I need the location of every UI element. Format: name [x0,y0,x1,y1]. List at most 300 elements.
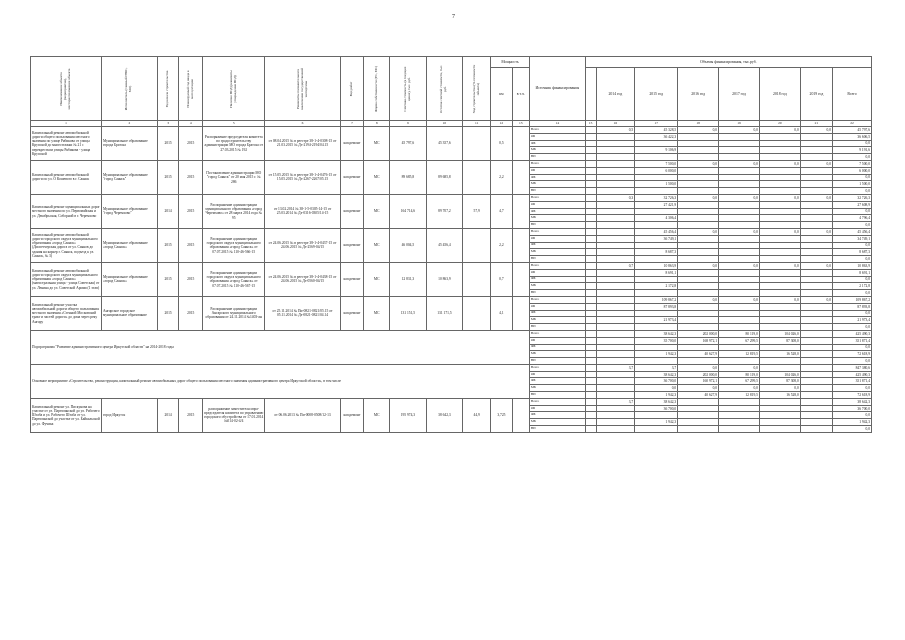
financing-value: 0,0 [833,188,872,195]
blank-cell [585,215,596,222]
source-label: ВИ [529,358,585,365]
financing-value: 0,0 [800,127,832,134]
capacity: 3,725 [491,398,513,432]
financing-value [596,174,635,181]
financing-value [596,181,635,188]
financing-value [759,167,800,174]
financing-value: 0,0 [833,256,872,263]
executor: Муниципальное образование «город Саянск» [101,228,157,262]
financing-value: 2 172,8 [833,283,872,290]
cost: 46 004,5 [390,228,427,262]
financing-value [678,174,719,181]
financing-value [596,296,635,303]
end-year: 2015 [179,296,203,330]
financing-value [678,235,719,242]
subprogram-value: 40 627,9 [678,351,719,358]
financing-value [719,208,760,215]
financing-value: 87 893,8 [635,303,678,310]
progress: 44,9 [463,398,491,432]
cost: 164 714,6 [390,194,427,228]
cost: 195 974,3 [390,398,427,432]
source-label: ФБ [529,276,585,283]
financing-value: 0,0 [833,208,872,215]
financing-value [800,167,832,174]
main-event-value [596,378,635,385]
subprogram-value: 35 700,0 [635,337,678,344]
financing-value [635,222,678,229]
cost: 131 151,5 [390,296,427,330]
main-event-value: 0,0 [719,364,760,371]
financing-value [678,167,719,174]
financing-value: 45 328,5 [635,127,678,134]
header-year-2018: 2018 год [759,68,800,121]
financing-value [719,181,760,188]
main-event-value: 160 972,1 [678,378,719,385]
object-row [31,194,872,201]
source-label: ОБ [529,167,585,174]
financing-value [596,317,635,324]
financing-value: 0,0 [678,228,719,235]
financing-value [759,419,800,426]
blank-cell [585,256,596,263]
header-year-2015: 2015 год [635,68,678,121]
main-event-value: 0,0 [719,385,760,392]
financing-value: 0,0 [719,194,760,201]
financing-value [678,405,719,412]
object-name: Капитальный ремонт автомобильной дороги городского округа муниципального образования «город Саянск» (магистральная улица - улица Советская) от ул. Ленина до ул. Советской Армии (1 этап) [31,262,102,296]
financing-value: 36 700,0 [635,405,678,412]
main-event-value: 0,0 [635,385,678,392]
end-year: 2015 [179,398,203,432]
psd: Распоряжение администрации муниципального образования «город Черемхово» от 28 марта 2014 года № 95 [203,194,265,228]
financing-value [759,317,800,324]
financing-value: 4 796,4 [833,215,872,222]
blank-cell [585,249,596,256]
source-label: ФБ [529,208,585,215]
financing-value [800,154,832,161]
main-event-value: 80 119,0 [719,371,760,378]
psd: Распоряжение председателя комитета по градостроительству администрации МО города Братска от 27.03.2015 № 192 [203,127,265,161]
financing-value: 36 700,0 [833,405,872,412]
ownership: МС [364,398,390,432]
financing-value [759,303,800,310]
subprogram-value [800,358,832,365]
financing-value [635,242,678,249]
source-label: ВИ [529,290,585,297]
financing-value [596,188,635,195]
column-number: 17 [635,121,678,127]
column-number: 4 [179,121,203,127]
financing-value [800,317,832,324]
financing-value: 0,0 [759,194,800,201]
financing-value [596,426,635,433]
financing-value: 36 422,3 [635,133,678,140]
remaining-cost: 45 357,6 [426,127,463,161]
financing-value [719,215,760,222]
financing-value [759,188,800,195]
financing-value [719,310,760,317]
financing-value [635,324,678,331]
main-event-value: 3,7 [596,364,635,371]
subprogram-value: 104 026,0 [759,330,800,337]
column-number: 6 [265,121,340,127]
financing-value: 0,0 [833,140,872,147]
blank-cell [585,167,596,174]
financing-value [596,419,635,426]
header-capacity-unit: км [491,68,513,121]
column-number: 22 [833,121,872,127]
financing-value [759,154,800,161]
financing-value: 34 749,1 [833,235,872,242]
financing-value: 0,0 [833,222,872,229]
financing-value [678,208,719,215]
capacity-incl [512,296,529,330]
financing-value: 6 000,0 [635,167,678,174]
financing-value [635,208,678,215]
start-year: 2015 [157,262,179,296]
header-source: Источник финансирования [529,57,585,121]
financing-value: 8 691,1 [833,269,872,276]
ownership: МС [364,296,390,330]
capacity-incl [512,127,529,161]
progress [463,160,491,194]
financing-value: 8 691,1 [635,269,678,276]
remaining-cost: 89 707,2 [426,194,463,228]
financing-value [678,276,719,283]
main-event-value: 202 000,0 [678,371,719,378]
blank-cell [585,344,596,351]
blank-cell [585,351,596,358]
blank-cell [585,242,596,249]
financing-value [635,140,678,147]
remaining-cost: 45 456,4 [426,228,463,262]
executor: Ангарское городское муниципальное образование [101,296,157,330]
psd: Распоряжение администрации городского округа муниципального образования «город Саянск» от 07.07.2015 № 110-46-567-15 [203,262,265,296]
financing-value [800,412,832,419]
financing-value: 0,3 [596,194,635,201]
financing-value: 32 726,3 [635,194,678,201]
column-number: 2 [101,121,157,127]
blank-cell [585,208,596,215]
subprogram-value: 87 308,0 [759,337,800,344]
column-number: 8 [364,121,390,127]
financing-value [678,181,719,188]
executor: Муниципальное образование "город Саянск" [101,160,157,194]
work-type: кап.ремонт [340,296,364,330]
ownership: МС [364,127,390,161]
financing-value: 1 500,0 [635,181,678,188]
financing-value [596,290,635,297]
financing-value [800,235,832,242]
financing-value [759,147,800,154]
financing-value [678,215,719,222]
financing-value: 0,0 [800,228,832,235]
financing-value [759,256,800,263]
source-label: МБ [529,419,585,426]
work-type: кап.ремонт [340,262,364,296]
financing-value: 6 000,0 [833,167,872,174]
header-incl: в т.ч. [512,68,529,121]
capacity: 2,2 [491,228,513,262]
header-remaining-cost: Остаток сметной стоимости, тыс. руб. [426,57,463,121]
financing-value [719,242,760,249]
subprogram-value [596,344,635,351]
blank-cell [585,188,596,195]
work-type: кап.ремонт [340,127,364,161]
header-object-name: Наименование объекта (мероприятия), месторасположение объекта [31,57,102,121]
blank-cell [585,310,596,317]
source-label: Всего [529,330,585,337]
psd: распоряжение заместителя мэра-председателя комитета по управлению городского обустройства от 17.01.2014 №014-02-4/4 [203,398,265,432]
financing-value [678,242,719,249]
expertise: от 24.06.2015 № в реестре 38-1-4-0438-15 от 24.06.2015 № Дз-0560-04/15 [265,262,340,296]
financing-value [800,269,832,276]
financing-value: 27 608,9 [833,201,872,208]
main-event-value: 104 026,0 [759,371,800,378]
blank-cell [585,140,596,147]
financing-value: 4 306,4 [635,215,678,222]
financing-value [759,412,800,419]
work-type: кап.ремонт [340,228,364,262]
financing-value [678,269,719,276]
object-row [31,296,872,303]
financing-value [678,147,719,154]
expertise: от 15.05.2015 № в реестре 38-1-4-0476-15 от 15.05.2015 № Дз-2267-2267/05.15 [265,160,340,194]
header-executor: Исполнитель (главный ГРБС, МО) [101,57,157,121]
financing-value [596,405,635,412]
object-row [31,262,872,269]
source-label: ВИ [529,426,585,433]
financing-value [678,317,719,324]
main-event-value: 0,0 [678,364,719,371]
blank-cell [585,222,596,229]
financing-value: 0,0 [719,296,760,303]
financing-value [678,256,719,263]
end-year: 2015 [179,127,203,161]
financing-value [596,201,635,208]
financing-value [678,303,719,310]
financing-value [800,303,832,310]
table-body [31,127,872,433]
blank-cell [585,398,596,405]
financing-value: 0,0 [800,262,832,269]
source-label: ОБ [529,201,585,208]
subprogram-value [596,351,635,358]
financing-value: 0,0 [719,228,760,235]
blank-cell [585,330,596,337]
financing-value: 1 942,3 [635,419,678,426]
financing-value [678,133,719,140]
page-number: 7 [452,14,455,20]
executor: город Иркутск [101,398,157,432]
financing-value: 3,7 [596,398,635,405]
financing-value: 21 973,4 [833,317,872,324]
financing-value [800,405,832,412]
financing-value: 0,0 [759,228,800,235]
last-object-row [31,398,872,405]
remaining-cost: 131 171,5 [426,296,463,330]
source-label: ФБ [529,310,585,317]
blank-cell [585,276,596,283]
financing-value [719,317,760,324]
financing-value: 10 863,9 [635,262,678,269]
column-number: 13 [512,121,529,127]
subprogram-value [800,351,832,358]
source-label: ВИ [529,256,585,263]
start-year: 2015 [157,228,179,262]
header-work-type: Вид работ [340,57,364,121]
financing-value [719,290,760,297]
subprogram-value [800,344,832,351]
financing-value [596,310,635,317]
source-label: ОБ [529,371,585,378]
blank-cell [585,364,596,371]
financing-table [30,56,872,433]
source-label: Всего [529,194,585,201]
column-number: 1 [31,121,102,127]
subprogram-value: 80 119,0 [719,330,760,337]
financing-value: 8 687,3 [635,249,678,256]
object-name: Капитальный ремонт автомобильной дороги общего пользования местного значения по улице Рябикова от улицы Крупской до многоэтажки № 21 с перекрестком улицы Рябикова - улица Крупской [31,127,102,161]
main-event-value [800,385,832,392]
start-year: 2015 [157,127,179,161]
start-year: 2015 [157,160,179,194]
capacity: 4,7 [491,194,513,228]
financing-value [635,290,678,297]
financing-value: 38 642,3 [833,398,872,405]
source-label: ФБ [529,378,585,385]
main-event-value: 12 819,5 [719,392,760,399]
financing-value [719,201,760,208]
financing-value [678,201,719,208]
blank-cell [585,283,596,290]
financing-value [719,283,760,290]
financing-value [635,154,678,161]
source-label: МБ [529,317,585,324]
financing-value [759,276,800,283]
subprogram-value: 202 000,0 [678,330,719,337]
financing-value [759,405,800,412]
financing-value: 0,0 [833,412,872,419]
remaining-cost: 10 863,9 [426,262,463,296]
blank-cell [585,201,596,208]
expertise: от 06.06.2013 № Пи-0008-0508/12-13 [265,398,340,432]
column-number: 14 [529,121,585,127]
capacity-incl [512,194,529,228]
source-label: Всего [529,296,585,303]
remaining-cost: 38 642,3 [426,398,463,432]
financing-value [759,269,800,276]
source-label: ВИ [529,392,585,399]
subprogram-value [596,330,635,337]
start-year: 2014 [157,194,179,228]
cost: 12 831,3 [390,262,427,296]
object-name: Капитальный ремонт ул. Пискунова на участке от ул. Партизанской до ул. Рабочего Штаба и ул. Рабочего Штаба от ул. Партизанской до участке от ул. Байкальской до ул. Фучика [31,398,102,432]
column-number: 16 [596,121,635,127]
subprogram-value: 12 819,5 [719,351,760,358]
psd: Распоряжение администрации Ангарского муниципального образования от 24.11.2014 №1403-ан [203,296,265,330]
main-event-value: 0,0 [678,385,719,392]
blank-cell [585,419,596,426]
source-label: ВИ [529,154,585,161]
source-label: ОБ [529,303,585,310]
progress [463,296,491,330]
main-event-value [800,392,832,399]
column-number: 11 [463,121,491,127]
executor: Муниципальное образование города Братска [101,127,157,161]
financing-value: 0,0 [833,324,872,331]
blank-cell [585,228,596,235]
main-event-value: 67 299,5 [719,378,760,385]
main-event-value: 351 871,4 [833,378,872,385]
expertise: от 25.11.2014 № Пи-0821-0821/05.15 от 05.11.2014 № Дз-0821-0821/04.14 [265,296,340,330]
source-label: МБ [529,181,585,188]
financing-value [800,324,832,331]
financing-value: 0,0 [719,160,760,167]
financing-value [719,249,760,256]
financing-value [596,133,635,140]
financing-value [719,276,760,283]
start-year: 2014 [157,398,179,432]
blank-cell [585,378,596,385]
blank-cell [585,296,596,303]
financing-value [800,426,832,433]
capacity: 2,2 [491,160,513,194]
column-number: 12 [491,121,513,127]
source-label: МБ [529,215,585,222]
source-label: ФБ [529,412,585,419]
financing-value: 0,0 [833,174,872,181]
financing-value [678,154,719,161]
object-name: Капитальный ремонт муниципальных дорог местного значения по ул. Первомайская и ул. Декабрьская, Соборной в г. Черемхово [31,194,102,228]
header-capacity: Мощность [491,57,530,68]
financing-value [800,398,832,405]
blank-cell [585,269,596,276]
main-event-value: 38 642,3 [635,371,678,378]
main-event-value [800,371,832,378]
financing-value [678,140,719,147]
financing-value [800,208,832,215]
source-label: ОБ [529,405,585,412]
blank-cell [585,262,596,269]
column-number: 15 [585,121,596,127]
financing-value [719,398,760,405]
financing-value [678,188,719,195]
main-event-row [31,364,872,371]
financing-value [678,283,719,290]
financing-value [596,249,635,256]
blank-cell [585,358,596,365]
object-name: Капитальный ремонт участка автомобильной дороги общего пользования местного значения «Стенной Московский тракт и частей дороги» до дома через реку Ангару [31,296,102,330]
financing-value: 0,5 [596,127,635,134]
header-year-total: Всего [833,68,872,121]
source-label: ФБ [529,242,585,249]
financing-value [759,201,800,208]
financing-value: 0,0 [759,262,800,269]
source-label: ВИ [529,324,585,331]
financing-value [759,249,800,256]
source-label: ФБ [529,344,585,351]
header-year-gap [585,68,596,121]
subprogram-value [800,337,832,344]
main-event-value: 847 380,6 [833,364,872,371]
main-event-value: 425 490,3 [833,371,872,378]
financing-value: 109 867,2 [833,296,872,303]
financing-value [759,174,800,181]
header-start-year: Год начала строительства [157,57,179,121]
header-year-2014: 2014 год [596,68,635,121]
source-label: ФБ [529,174,585,181]
